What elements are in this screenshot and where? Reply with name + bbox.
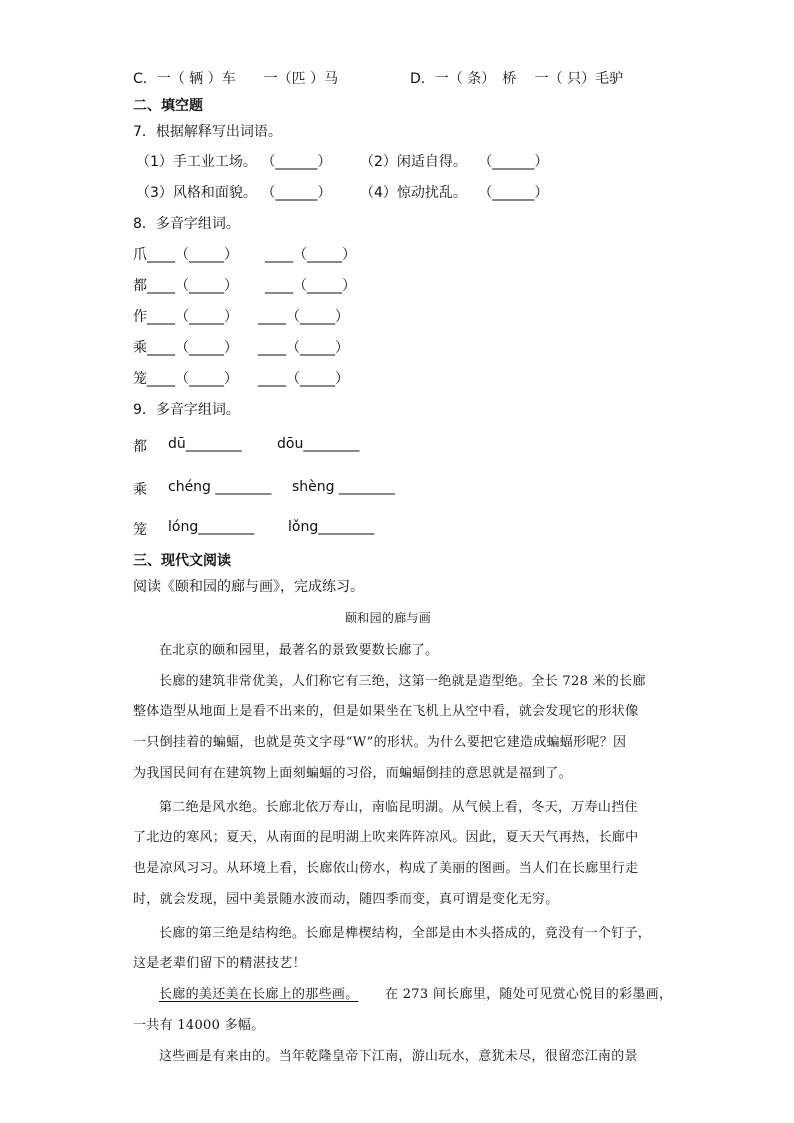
q9-row-1-char: 都	[133, 439, 147, 455]
q9-row-1-pinyin-1: dū________	[168, 436, 242, 452]
reading-intro: 阅读《颐和园的廊与画》，完成练习。	[133, 579, 364, 595]
q8-row-4-b: ____（_____）	[258, 340, 349, 356]
q9-row-2-char: 乘	[133, 482, 147, 498]
q8-row-4-a: 乘____（_____）	[133, 340, 238, 356]
q7-item-2: （2）闲适自得。 （______）	[360, 154, 549, 170]
q8-row-2-a: 都____（_____）	[133, 278, 238, 294]
article-line-9: 时，就会发现，园中美景随水波而动，随四季而变，真可谓是变化无穷。	[133, 892, 559, 907]
q9-row-1-pinyin-2: dōu________	[277, 436, 360, 452]
article-line-11: 这是老辈们留下的精湛技艺！	[133, 956, 306, 971]
q7-item-4: （4）惊动扰乱。 （______）	[360, 185, 549, 201]
article-line-10: 长廊的第三绝是结构绝。长廊是榫楔结构，全部是由木头搭成的，竟没有一个钉子，	[159, 926, 652, 941]
article-line-6: 第二绝是风水绝。长廊北依万寿山，南临昆明湖。从气候上看，冬天，万寿山挡住	[159, 800, 638, 815]
option-c: C．一（ 辆 ）车 一（匹 ）马	[133, 71, 339, 87]
q8-row-2-b: ____（_____）	[265, 278, 356, 294]
q7-item-1: （1）手工业工场。 （______）	[136, 154, 332, 170]
article-line-5: 为我国民间有在建筑物上面刻蝙蝠的习俗，而蝙蝠倒挂的意思就是福到了。	[133, 766, 572, 781]
q8-row-3-a: 作____（_____）	[133, 309, 238, 325]
q9-row-3-pinyin-2: lǒng________	[288, 519, 375, 535]
q8-row-5-a: 笼____（_____）	[133, 371, 238, 387]
article-line-13: 一共有 14000 多幅。	[133, 1018, 265, 1033]
q8-row-1-a: 爪____（_____）	[133, 247, 238, 263]
article-line-3: 整体造型从地面上是看不出来的，但是如果坐在飞机上从空中看，就会发现它的形状像	[133, 704, 639, 719]
q9-row-3-char: 笼	[133, 522, 147, 538]
article-line-8: 也是凉风习习。从环境上看，长廊依山傍水，构成了美丽的图画。当人们在长廊里行走	[133, 861, 639, 876]
q7-prompt: 7．根据解释写出词语。	[133, 124, 282, 140]
q8-row-1-b: ____（_____）	[265, 247, 356, 263]
q9-prompt: 9．多音字组词。	[133, 402, 240, 418]
section-title-reading: 三、现代文阅读	[133, 553, 231, 569]
q9-row-3-pinyin-1: lóng________	[168, 519, 255, 535]
article-title: 颐和园的廊与画	[345, 611, 432, 625]
section-title-fill-blank: 二、填空题	[133, 98, 203, 114]
q8-row-3-b: ____（_____）	[258, 309, 349, 325]
article-line-7: 了北边的寒风；夏天，从南面的昆明湖上吹来阵阵凉风。因此，夏天天气再热，长廊中	[133, 830, 639, 845]
q9-row-2-pinyin-2: shèng ________	[292, 479, 395, 495]
article-line-1: 在北京的颐和园里，最著名的景致要数长廊了。	[159, 643, 439, 658]
q8-row-5-b: ____（_____）	[258, 371, 349, 387]
q7-item-3: （3）风格和面貌。 （______）	[136, 185, 332, 201]
option-d: D．一（ 条） 桥 一（ 只）毛驴	[410, 71, 624, 87]
article-line-2: 长廊的建筑非常优美，人们称它有三绝，这第一绝就是造型绝。全长 728 米的长廊	[159, 674, 646, 689]
q9-row-2-pinyin-1: chéng ________	[168, 479, 272, 495]
article-line-4: 一只倒挂着的蝙蝠，也就是英文字母“W”的形状。为什么要把它建造成蝙蝠形呢？因	[133, 735, 627, 750]
article-line-12-rest: 在 273 间长廊里，随处可见赏心悦目的彩墨画，	[385, 987, 673, 1002]
q8-prompt: 8．多音字组词。	[133, 216, 240, 232]
article-line-14: 这些画是有来由的。当年乾隆皇帝下江南，游山玩水，意犹未尽，很留恋江南的景	[159, 1049, 638, 1064]
article-line-12-underlined: 长廊的美还美在长廊上的那些画。	[159, 987, 359, 1002]
